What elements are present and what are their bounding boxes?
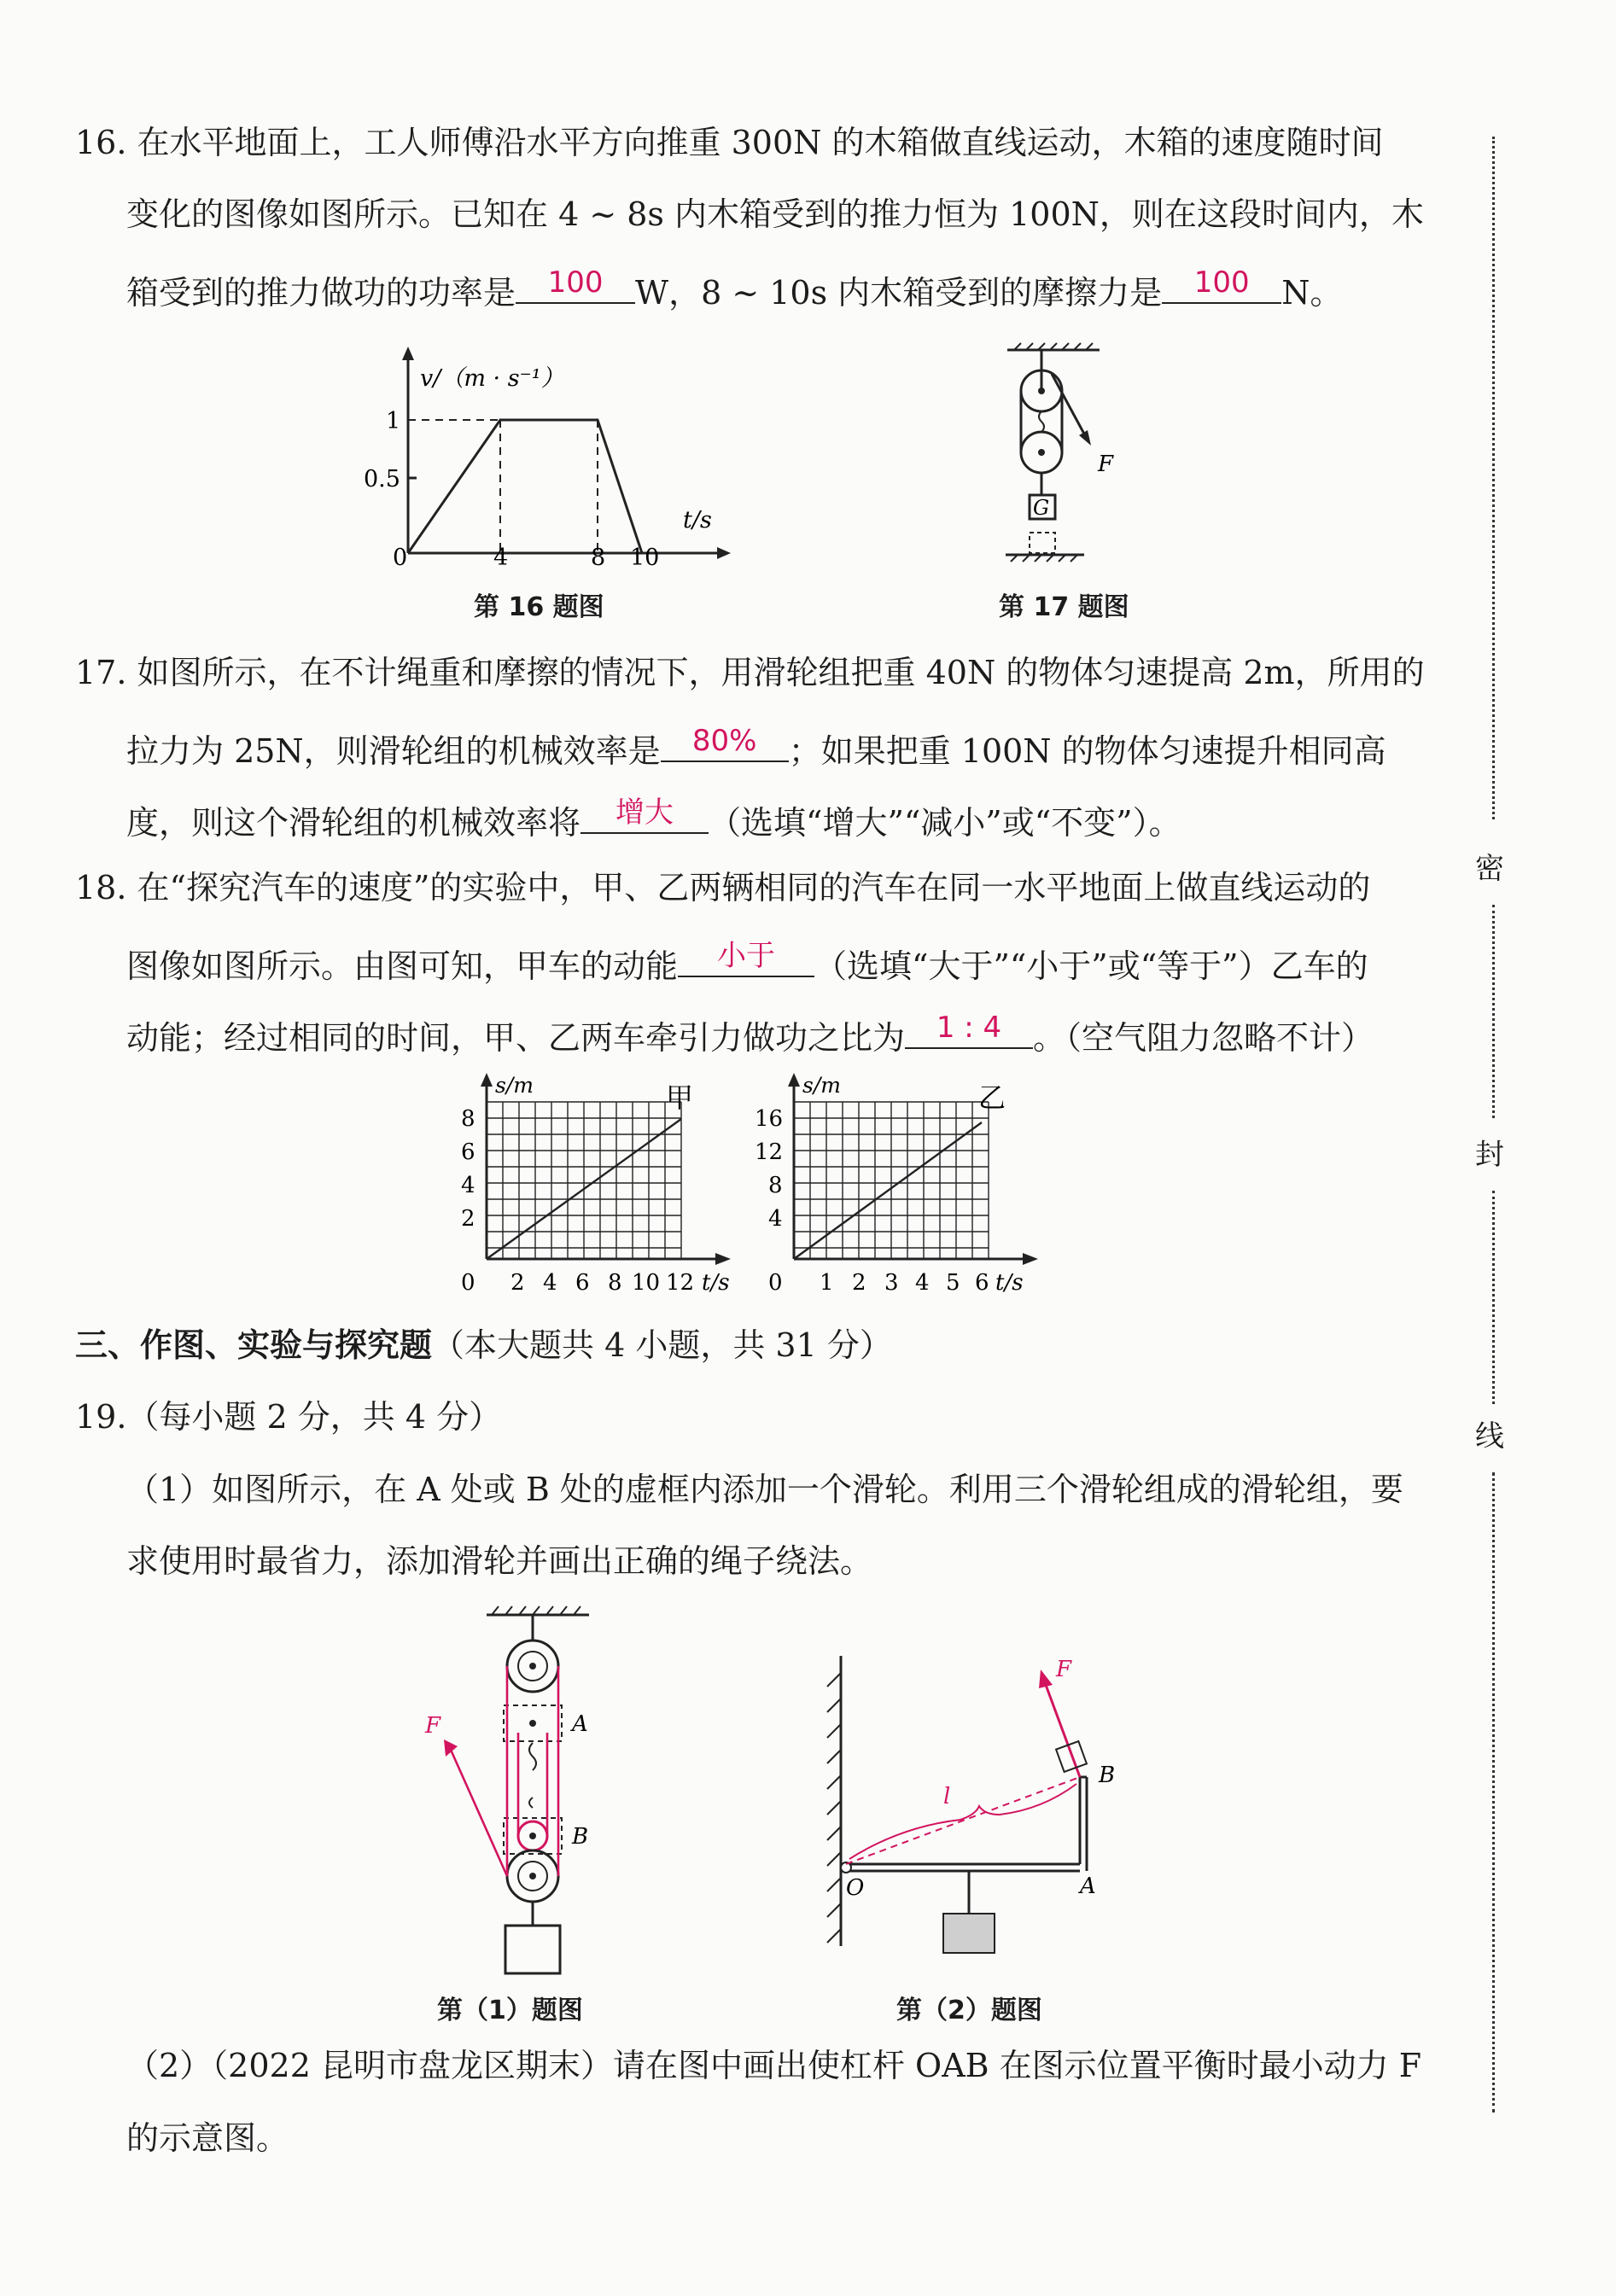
q18-answer-1: 小于 xyxy=(717,939,776,973)
q19-fig2-force-label: F xyxy=(1056,1657,1072,1682)
q18-yi-xtick-5: 5 xyxy=(946,1270,960,1296)
q19-label-a2: A xyxy=(1080,1874,1096,1899)
q19-fig2-weight xyxy=(943,1914,995,1953)
q18-yi-x-label: t/s xyxy=(995,1270,1024,1296)
section3-heading xyxy=(75,1326,892,1364)
q16-answer-2: 100 xyxy=(1193,265,1250,300)
q19-label-b2: B xyxy=(1099,1763,1116,1788)
margin-char-xian: 线 xyxy=(1475,1419,1504,1454)
q16-blank-1[interactable] xyxy=(516,265,635,304)
q17-line2: 拉力为 25N，则滑轮组的机械效率是 80% ；如果把重 100N 的物体匀速提升相同高 xyxy=(126,724,1386,770)
q18-jia-xtick-12: 12 xyxy=(666,1270,695,1296)
margin-dotted-line-2 xyxy=(1492,905,1495,1118)
q17-blank-1[interactable] xyxy=(661,724,789,762)
q18-yi-xtick-0: 0 xyxy=(768,1270,783,1296)
section3-note: （本大题共 4 小题，共 31 分） xyxy=(432,1326,892,1364)
q16-blank-2[interactable] xyxy=(1162,265,1281,304)
q18-jia-y-label: s/m xyxy=(495,1073,534,1098)
section3-title: 三、作图、实验与探究题 xyxy=(75,1326,433,1364)
q18-line2: 图像如图所示。由图可知，甲车的动能 小于 （选填“大于”“小于”或“等于”）乙车的 xyxy=(126,939,1368,985)
q18-yi-xtick-6: 6 xyxy=(975,1270,989,1296)
q18-jia-xtick-4: 4 xyxy=(543,1270,557,1296)
q17-line1: 17. 如图所示，在不计绳重和摩擦的情况下，用滑轮组把重 40N 的物体匀速提高 2m，所用的 xyxy=(75,654,1425,691)
q18-jia-xtick-8: 8 xyxy=(608,1270,622,1296)
q16-figure-caption: 第 16 题图 xyxy=(474,592,604,622)
q17-weight-label: G xyxy=(1033,496,1050,520)
q16-ytick-05: 0.5 xyxy=(364,466,400,492)
q16-line2: 变化的图像如图所示。已知在 4 ~ 8s 内木箱受到的推力恒为 100N，则在这段时间内，木 xyxy=(126,195,1424,233)
q17-pulley-figure xyxy=(999,341,1118,576)
q17-answer-2: 增大 xyxy=(615,795,674,830)
q18-yi-ytick-12: 12 xyxy=(755,1139,784,1165)
margin-dotted-line-4 xyxy=(1492,1472,1495,2112)
margin-dotted-line-1 xyxy=(1492,137,1495,819)
q19-fig1-weight xyxy=(505,1926,560,1973)
q18-jia-xtick-0: 0 xyxy=(461,1270,475,1296)
q19-p1-line2: 求使用时最省力，添加滑轮并画出正确的绳子绕法。 xyxy=(126,1542,873,1580)
q18-line3: 动能；经过相同的时间，甲、乙两车牵引力做功之比为 1 : 4 。（空气阻力忽略不计） xyxy=(126,1011,1374,1057)
q18-answer-2: 1 : 4 xyxy=(936,1011,1002,1045)
q18-yi-y-label: s/m xyxy=(802,1073,841,1098)
q16-y-label: v/（m · s⁻¹） xyxy=(420,365,564,392)
q16-line1: 16. 在水平地面上，工人师傅沿水平方向推重 300N 的木箱做直线运动，木箱的速度随时间 xyxy=(75,124,1384,161)
q19-fig1-pulley-system xyxy=(410,1605,632,1980)
q18-jia-ytick-2: 2 xyxy=(461,1206,475,1232)
margin-char-mi: 密 xyxy=(1475,852,1504,886)
q18-yi-series-label: 乙 xyxy=(978,1081,1006,1114)
q16-xtick-0: 0 xyxy=(393,545,408,571)
q18-graph-jia xyxy=(435,1071,743,1302)
margin-char-feng: 封 xyxy=(1475,1138,1504,1172)
q18-jia-series-label: 甲 xyxy=(666,1081,694,1114)
q18-yi-ytick-4: 4 xyxy=(768,1206,783,1232)
q19-fig1-caption: 第（1）题图 xyxy=(437,1996,583,2025)
q18-yi-xtick-1: 1 xyxy=(820,1270,834,1296)
q18-line1: 18. 在“探究汽车的速度”的实验中，甲、乙两辆相同的汽车在同一水平地面上做直线运动的 xyxy=(75,869,1371,906)
q18-jia-ytick-4: 4 xyxy=(461,1173,475,1198)
q18-jia-xtick-6: 6 xyxy=(575,1270,590,1296)
q16-xtick-8: 8 xyxy=(591,545,606,571)
q19-p1-line1: （1）如图所示，在 A 处或 B 处的虚框内添加一个滑轮。利用三个滑轮组成的滑轮组，要 xyxy=(126,1471,1403,1508)
q17-blank-2[interactable] xyxy=(580,795,709,834)
q18-jia-x-label: t/s xyxy=(702,1270,730,1296)
q16-xtick-10: 10 xyxy=(630,545,660,571)
q16-ytick-1: 1 xyxy=(386,408,401,434)
q18-yi-xtick-4: 4 xyxy=(915,1270,930,1296)
q19-arm-label-l: l xyxy=(943,1784,951,1809)
q17-line3: 度，则这个滑轮组的机械效率将 增大 （选填“增大”“减小”或“不变”）。 xyxy=(126,795,1181,842)
q17-force-label: F xyxy=(1098,452,1114,477)
q18-jia-ytick-8: 8 xyxy=(461,1106,475,1132)
q19-header: 19.（每小题 2 分，共 4 分） xyxy=(75,1398,502,1436)
q19-fig1-force-label: F xyxy=(425,1713,441,1739)
q19-label-a: A xyxy=(572,1711,588,1737)
q17-answer-1: 80% xyxy=(691,724,757,758)
q19-fig2-lever xyxy=(815,1647,1157,1955)
q19-label-b: B xyxy=(572,1824,589,1850)
q18-blank-1[interactable] xyxy=(678,939,814,977)
q16-line3: 箱受到的推力做功的功率是 100 W，8 ~ 10s 内木箱受到的摩擦力是 100 N。 xyxy=(126,265,1343,312)
q16-answer-1: 100 xyxy=(547,265,604,300)
q19-p2-line1: （2）（2022 昆明市盘龙区期末）请在图中画出使杠杆 OAB 在图示位置平衡时最小动力 F xyxy=(126,2047,1422,2084)
q19-label-o: O xyxy=(846,1875,865,1901)
q19-p2-line2: 的示意图。 xyxy=(126,2119,289,2157)
q18-graph-yi xyxy=(743,1071,1050,1302)
q18-yi-xtick-2: 2 xyxy=(852,1270,866,1296)
q18-yi-ytick-16: 16 xyxy=(755,1106,784,1132)
q18-jia-xtick-10: 10 xyxy=(632,1270,661,1296)
q18-yi-ytick-8: 8 xyxy=(768,1173,783,1198)
q18-blank-2[interactable] xyxy=(905,1011,1033,1049)
q16-velocity-graph xyxy=(341,341,734,580)
q18-yi-xtick-3: 3 xyxy=(884,1270,899,1296)
q16-xtick-4: 4 xyxy=(493,545,509,571)
q17-figure-caption: 第 17 题图 xyxy=(999,592,1129,622)
margin-dotted-line-3 xyxy=(1492,1191,1495,1404)
q16-x-label: t/s xyxy=(683,507,712,533)
q19-fig2-caption: 第（2）题图 xyxy=(896,1996,1042,2025)
q18-jia-ytick-6: 6 xyxy=(461,1139,475,1165)
q18-jia-xtick-2: 2 xyxy=(510,1270,525,1296)
